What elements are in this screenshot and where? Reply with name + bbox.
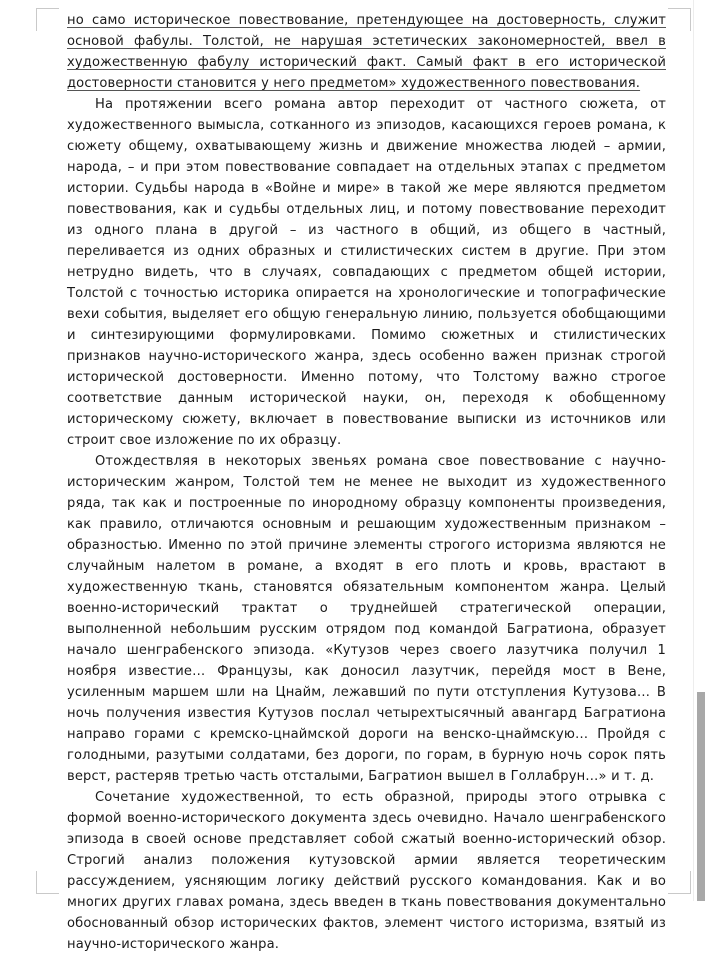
body-text-column — [67, 10, 666, 955]
crop-mark-top-left — [36, 8, 59, 31]
crop-mark-bottom-right — [668, 871, 691, 894]
paragraph: Отождествляя в некоторых звеньях романа свое повествование с научно-историческим жанром, Толстой тем не менее не выходит из художественного ряда, так как и построенные по инородному образцу компоненты произведения, как правило, отличаются основным и решающим художественным признаком – образностью. Именно по этой причине элементы строгого историзма являются не случайным налетом в романе, а входят в его плоть и кровь, врастают в художественную ткань, становятся обязательным компонентом жанра. Целый военно-исторический трактат о труднейшей стратегической операции, выполненной небольшим русским отрядом под командой Багратиона, образует начало шенграбенского эпизода. «Кутузов через своего лазутчика получил 1 ноября известие… Французы, как доносил лазутчик, перейдя мост в Вене, усиленным маршем шли на Цнайм, лежавший по пути отступления Кутузова… В ночь получения известия Кутузов послал четырехтысячный авангард Багратиона направо горами с кремско-цнаймской дороги на венско-цнаймскую… Пройдя с голодными, разутыми солдатами, без дороги, по горам, в бурную ночь сорок пять верст, растеряв третью часть отсталыми, Багратион вышел в Голлабрун…» и т. д. — [67, 454, 666, 784]
crop-mark-bottom-left — [36, 871, 59, 894]
vertical-scrollbar-track[interactable] — [693, 0, 708, 901]
vertical-scrollbar-thumb[interactable] — [697, 692, 705, 901]
crop-mark-top-right — [668, 8, 691, 31]
paragraph: На протяжении всего романа автор переходит от частного сюжета, от художественного вымысла, сотканного из эпизодов, касающихся героев романа, к сюжету общему, охватывающему жизнь и движение множества людей – армии, народа, – и при этом повествование совпадает на отдельных этапах с предметом истории. Судьбы народа в «Войне и мире» в такой же мере являются предметом повествования, как и судьбы отдельных лиц, и потому повествование переходит из одного плана в другой – из частного в общий, из общего в частный, переливается из одних образных и стилистических систем в другие. При этом нетрудно видеть, что в случаях, совпадающих с предметом общей истории, Толстой с точностью историка опирается на хронологические и топографические вехи события, выделяет его общую генеральную линию, пользуется обобщающими и синтезирующими формулировками. Помимо сюжетных и стилистических признаков научно-исторического жанра, здесь особенно важен признак строгой исторической достоверности. Именно потому, что Толстому важно строгое соответствие данным исторической науки, он, переходя к обобщенному историческому сюжету, включает в повествование выписки из источников или строит свое изложение по их образцу. — [67, 97, 666, 448]
paragraph-underlined: но само историческое повествование, претендующее на достоверность, служит основой фабулы. Толстой, не нарушая эстетических закономерностей, ввел в художественную фабулу исторический факт. Самый факт в его исторической достоверности становится у него предметом» художественного повествования. — [67, 13, 666, 91]
paragraph: Сочетание художественной, то есть образной, природы этого отрывка с формой военно-исторического документа здесь очевидно. Начало шенграбенского эпизода в своей основе представляет собой сжатый военно-исторический обзор. Строгий анализ положения кутузовской армии является теоретическим рассуждением, уясняющим логику действий русского командования. Как и во многих других главах романа, здесь введен в ткань повествования документально обоснованный обзор исторических фактов, элемент чистого историзма, взятый из научно-исторического жанра. — [67, 790, 666, 952]
